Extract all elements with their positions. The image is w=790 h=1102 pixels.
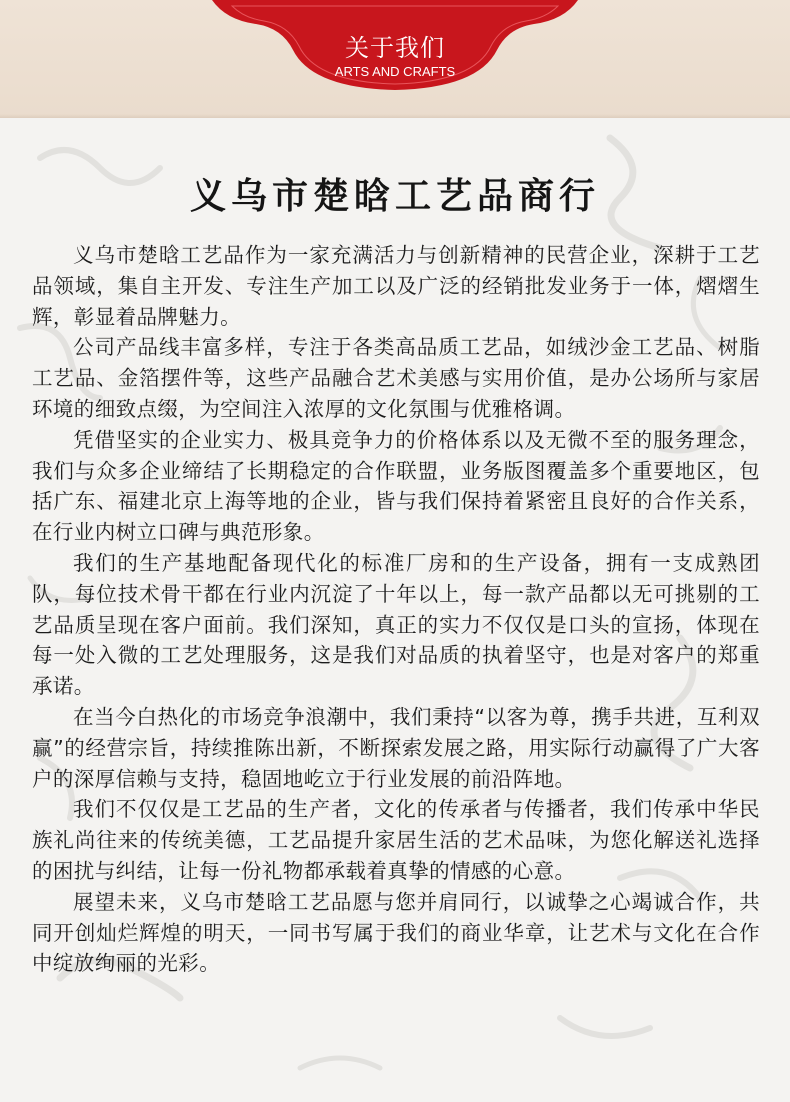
company-name-heading: 义乌市楚晗工艺品商行 bbox=[189, 176, 600, 217]
banner-title: 关于我们 bbox=[345, 34, 445, 62]
paragraph: 我们的生产基地配备现代化的标准厂房和的生产设备，拥有一支成熟团队，每位技术骨干都在行业内沉淀了十年以上，每一款产品都以无可挑剔的工艺品质呈现在客户面前。我们深知，真正的实力不仅仅是口头的宣扬，体现在每一处入微的工艺处理服务，这是我们对品质的执着坚守，也是对客户的郑重承诺。 bbox=[32, 550, 760, 699]
paragraph: 义乌市楚晗工艺品作为一家充满活力与创新精神的民营企业，深耕于工艺品领域，集自主开发、专注生产加工以及广泛的经销批发业务于一体，熠熠生辉，彰显着品牌魅力。 bbox=[32, 243, 760, 329]
about-body bbox=[32, 240, 760, 979]
paragraph: 展望未来，义乌市楚晗工艺品愿与您并肩同行，以诚挚之心竭诚合作，共同开创灿烂辉煌的明天，一同书写属于我们的商业华章，让艺术与文化在合作中绽放绚丽的光彩。 bbox=[32, 889, 760, 976]
paragraph: 凭借坚实的企业实力、极具竞争力的价格体系以及无微不至的服务理念，我们与众多企业缔结了长期稳定的合作联盟，业务版图覆盖多个重要地区，包括广东、福建北京上海等地的企业，皆与我们保持着紧密且良好的合作关系，在行业内树立口碑与典范形象。 bbox=[32, 427, 760, 545]
paragraph: 我们不仅仅是工艺品的生产者，文化的传承者与传播者，我们传承中华民族礼尚往来的传统美德，工艺品提升家居生活的艺术品味，为您化解送礼选择的困扰与纠结，让每一份礼物都承载着真挚的情感的心意。 bbox=[32, 797, 760, 883]
section-banner bbox=[212, 0, 578, 92]
paragraph: 在当今白热化的市场竞争浪潮中，我们秉持“以客为尊，携手共进，互利双赢”的经营宗旨，持续推陈出新，不断探索发展之路，用实际行动赢得了广大客户的深厚信赖与支持，稳固地屹立于行业发展的前沿阵地。 bbox=[32, 704, 760, 791]
paragraph: 公司产品线丰富多样，专注于各类高品质工艺品，如绒沙金工艺品、树脂工艺品、金箔摆件等，这些产品融合艺术美感与实用价值，是办公场所与家居环境的细致点缀，为空间注入浓厚的文化氛围与优雅格调。 bbox=[32, 335, 760, 421]
banner-subtitle: ARTS AND CRAFTS bbox=[334, 64, 456, 79]
